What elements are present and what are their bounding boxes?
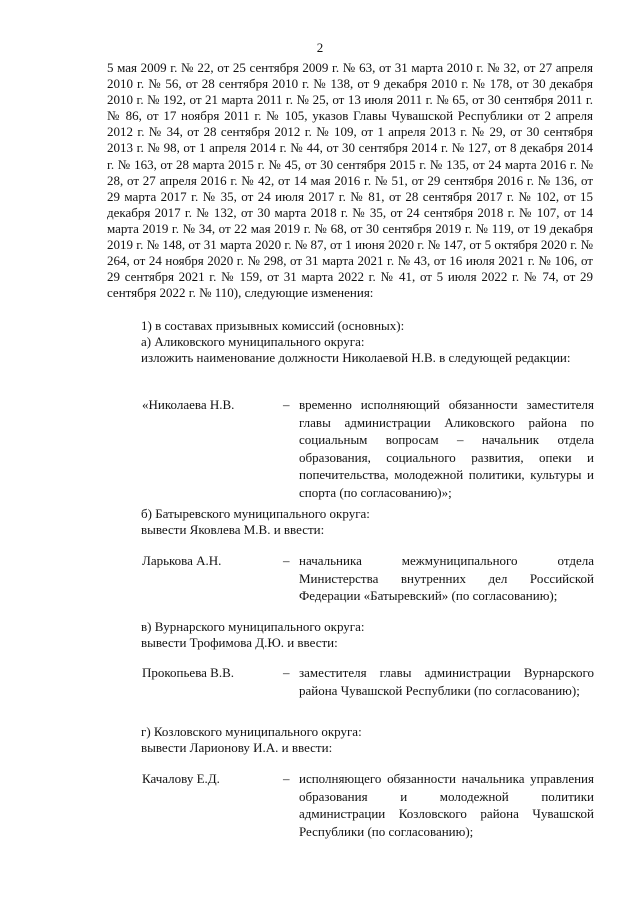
entry-position-description: начальника межмуниципального отдела Министерства внутренних дел Российской Федерации «Батыревский» (по согласованию); [299, 553, 594, 604]
entry-dash: – [283, 665, 290, 680]
section-a-instruction: изложить наименование должности Николаевой Н.В. в следующей редакции: [141, 350, 571, 365]
section-g-instruction: вывести Ларионову И.А. и ввести: [141, 740, 333, 755]
section-v-title: в) Вурнарского муниципального округа: [141, 619, 365, 634]
entry-person-name: Прокопьева В.В. [142, 665, 235, 680]
section-b-title: б) Батыревского муниципального округа: [141, 506, 370, 521]
entry-position-description: исполняющего обязанности начальника управления образования и молодежной политики администрации Козловского района Чувашской Республики (по согласованию); [299, 771, 594, 839]
entry-person-name: «Николаева Н.В. [142, 397, 235, 412]
section-v-instruction: вывести Трофимова Д.Ю. и ввести: [141, 635, 338, 650]
page-number: 2 [316, 40, 324, 55]
intro-paragraph: 5 мая 2009 г. № 22, от 25 сентября 2009 г. № 63, от 31 марта 2010 г. № 32, от 27 апреля 2010 г. № 56, от 28 сентября 2010 г. № 138, от 9 декабря 2010 г. № 178, от 30 декабря 2010 г. № 192, от 21 марта 2011 г. № 25, от 13 июля 2011 г. № 65, от 30 сентября 2011 г. № 86, от 17 ноября 2011 г. № 105, указов Главы Чувашской Республики от 2 апреля 2012 г. № 34, от 28 сентября 2012 г. № 109, от 1 апреля 2013 г. № 29, от 30 сентября 2013 г. № 98, от 1 апреля 2014 г. № 44, от 30 сентября 2014 г. № 127, от 8 декабря 2014 г. № 163, от 28 марта 2015 г. № 45, от 30 сентября 2015 г. № 135, от 24 марта 2016 г. № 28, от 27 апреля 2016 г. № 42, от 14 мая 2016 г. № 51, от 29 сентября 2016 г. № 136, от 29 марта 2017 г. № 35, от 24 июля 2017 г. № 81, от 28 сентября 2017 г. № 102, от 15 декабря 2017 г. № 132, от 30 марта 2018 г. № 35, от 24 сентября 2018 г. № 107, от 14 марта 2019 г. № 34, от 22 мая 2019 г. № 68, от 30 сентября 2019 г. № 119, от 19 декабря 2019 г. № 148, от 31 марта 2020 г. № 87, от 1 июня 2020 г. № 147, от 5 октября 2020 г. № 264, от 24 ноября 2020 г. № 298, от 31 марта 2021 г. № 43, от 16 июля 2021 г. № 106, от 29 сентября 2021 г. № 159, от 31 марта 2022 г. № 41, от 5 июля 2022 г. № 74, от 29 сентября 2022 г. № 110), следующие изменения: [107, 60, 593, 301]
entry-position-description: заместителя главы администрации Вурнарского района Чувашской Республики (по согласованию); [299, 665, 594, 698]
entry-person-name: Ларькова А.Н. [142, 553, 222, 568]
section-a-title: а) Аликовского муниципального округа: [141, 334, 365, 349]
section-b-instruction: вывести Яковлева М.В. и ввести: [141, 522, 325, 537]
entry-person-name: Качалову Е.Д. [142, 771, 220, 786]
section-g-title: г) Козловского муниципального округа: [141, 724, 362, 739]
item-1-heading: 1) в составах призывных комиссий (основных): [141, 318, 405, 333]
entry-position-description: временно исполняющий обязанности заместителя главы администрации Аликовского района по социальным вопросам – начальник отдела образования, социального развития, опеки и попечительства, молодежной политики, культуры и спорта (по согласованию)»; [299, 397, 594, 500]
entry-dash: – [283, 397, 290, 412]
entry-dash: – [283, 553, 290, 568]
entry-dash: – [283, 771, 290, 786]
